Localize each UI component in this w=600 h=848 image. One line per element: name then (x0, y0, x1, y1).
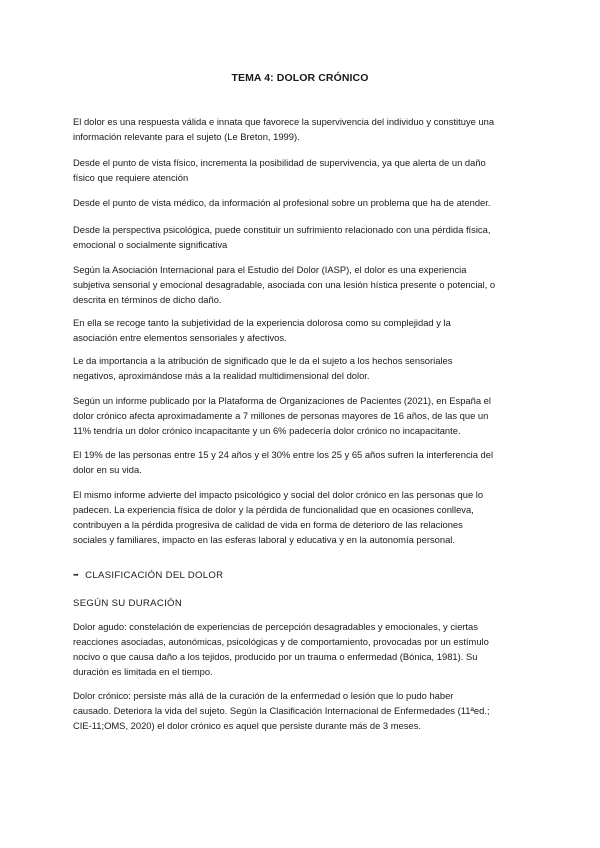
text-line: duración es limitada en el tiempo. (73, 666, 213, 677)
paragraph-subjectivity (73, 315, 529, 345)
text-line: descrita en términos de dicho daño. (73, 294, 222, 305)
arrow-bullet-icon: ➥ (73, 572, 80, 579)
text-line: 11% tendría un dolor crónico incapacitante y un 6% padecería dolor crónico no incapacitante. (73, 425, 461, 436)
paragraph-psychological (73, 222, 529, 252)
text-line: Desde la perspectiva psicológica, puede constituir un sufrimiento relacionado con una pérdida física, (73, 224, 491, 235)
paragraph-medical (73, 195, 529, 210)
text-line: Según un informe publicado por la Plataforma de Organizaciones de Pacientes (2021), en España el (73, 395, 491, 406)
text-line: reacciones asociadas, autonómicas, psicológicas y de comportamiento, provocadas por un estímulo (73, 636, 489, 647)
paragraph-report-statistics (73, 393, 529, 438)
text-line: emocional o socialmente significativa (73, 239, 228, 250)
text-line: nocivo o que causa daño a los tejidos, producido por un trauma o enfermedad (Bónica, 1981). Su (73, 651, 478, 662)
paragraph-impact (73, 487, 529, 547)
text-line: contribuyen a la pérdida progresiva de calidad de vida en forma de deterioro de las relaciones (73, 519, 463, 530)
text-line: El mismo informe advierte del impacto psicológico y social del dolor crónico en las personas que lo (73, 489, 484, 500)
text-line: asociación entre elementos sensoriales y afectivos. (73, 332, 287, 343)
text-line: físico que requiere atención (73, 172, 189, 183)
paragraph-definition (73, 114, 529, 144)
text-line: padecen. La experiencia física de dolor y la pérdida de funcionalidad que en ocasiones conlleva, (73, 504, 474, 515)
paragraph-age-statistics (73, 447, 529, 477)
text-line: El 19% de las personas entre 15 y 24 años y el 30% entre los 25 y 65 años sufren la interferencia del (73, 449, 494, 460)
text-line: El dolor es una respuesta válida e innata que favorece la supervivencia del individuo y constituye una (73, 116, 495, 127)
section-heading-classification (73, 570, 223, 581)
text-line: Desde el punto de vista médico, da información al profesional sobre un problema que ha de atender. (73, 197, 491, 208)
subheading-duration: SEGÚN SU DURACIÓN (73, 598, 183, 609)
text-line: dolor crónico afecta aproximadamente a 7 millones de personas mayores de 16 años, de las que un (73, 410, 489, 421)
text-line: información relevante para el sujeto (Le Breton, 1999). (73, 131, 300, 142)
text-line: negativos, aproximándose más a la realidad multidimensional del dolor. (73, 370, 370, 381)
text-line: subjetiva sensorial y emocional desagradable, asociada con una lesión hística presente o potencial, o (73, 279, 496, 290)
paragraph-acute-pain (73, 619, 529, 679)
paragraph-chronic-pain (73, 688, 529, 733)
text-line: CIE-11;OMS, 2020) el dolor crónico es aquel que persiste durante más de 3 meses. (73, 720, 421, 731)
text-line: Según la Asociación Internacional para el Estudio del Dolor (IASP), el dolor es una experiencia (73, 264, 467, 275)
text-line: Dolor crónico: persiste más allá de la curación de la enfermedad o lesión que lo pudo haber (73, 690, 454, 701)
paragraph-physical (73, 155, 529, 185)
paragraph-iasp (73, 262, 529, 307)
document-title: TEMA 4: DOLOR CRÓNICO (231, 72, 369, 84)
section-heading-text: CLASIFICACIÓN DEL DOLOR (85, 570, 224, 581)
text-line: dolor en su vida. (73, 464, 142, 475)
text-line: En ella se recoge tanto la subjetividad de la experiencia dolorosa como su complejidad y la (73, 317, 451, 328)
text-line: sociales y familiares, impacto en las esferas laboral y educativa y en la autonomía personal. (73, 534, 455, 545)
text-line: Desde el punto de vista físico, incrementa la posibilidad de supervivencia, ya que alerta de un daño (73, 157, 486, 168)
text-line: Le da importancia a la atribución de significado que le da el sujeto a los hechos sensoriales (73, 355, 453, 366)
paragraph-meaning (73, 353, 529, 383)
text-line: Dolor agudo: constelación de experiencias de percepción desagradables y emocionales, y ciertas (73, 621, 478, 632)
text-line: causado. Deteriora la vida del sujeto. Según la Clasificación Internacional de Enfermedades (11ªed.; (73, 705, 490, 716)
